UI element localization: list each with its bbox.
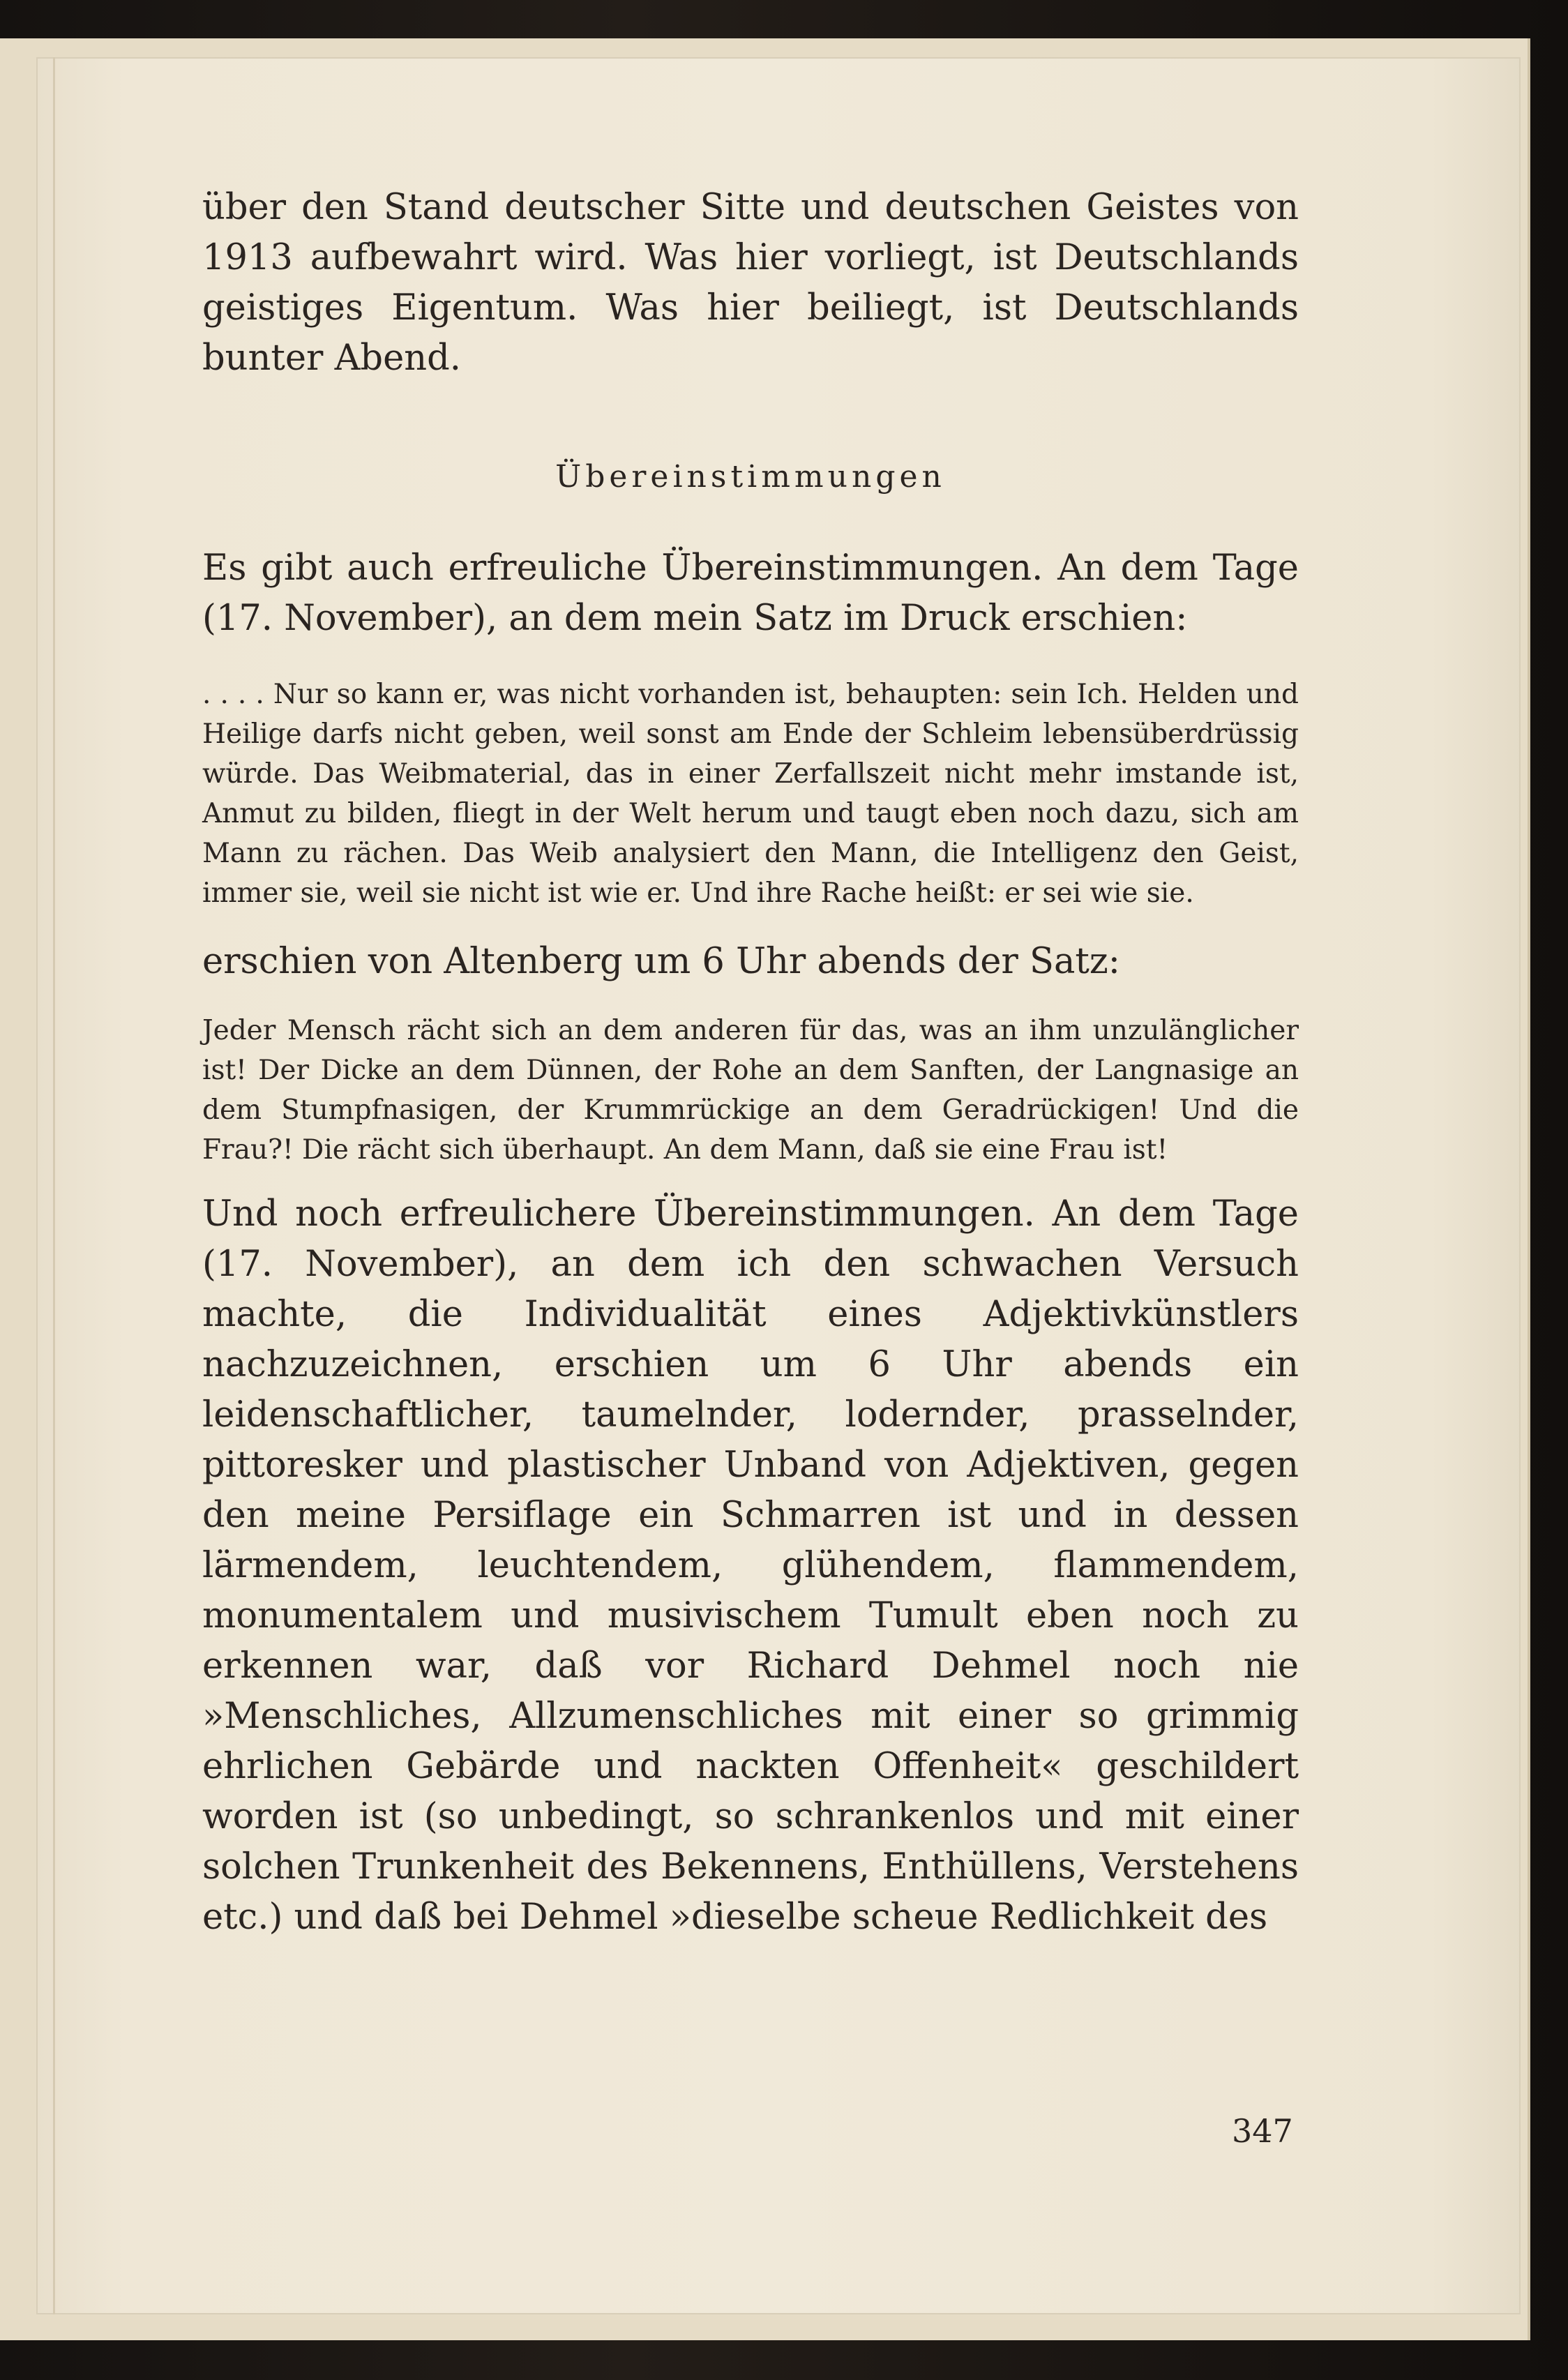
closing-paragraph: Und noch erfreulichere Übereinstimmungen. An dem Tage (17. November), an dem ich den schwachen Versuch machte, die Individualität eines Adjektivkünstlers nachzuzeichnen, erschien um 6 Uhr abends ein leidenschaftlicher, taumelnder, lodernder, prasselnder, pittoresker und plastischer Unband von Adjektiven, gegen den meine Persiflage ein Schmarren ist und in dessen lärmendem, leuchtendem, glühendem, flammendem, monumentalem und musivischem Tumult eben noch zu erkennen war, daß vor Richard Dehmel noch nie »Menschliches, Allzumenschliches mit einer so grimmig ehrlichen Gebärde und nackten Offenheit« geschildert worden ist (so unbedingt, so schrankenlos und mit einer solchen Trunkenheit des Bekennens, Enthüllens, Verstehens etc.) und daß bei Dehmel »dieselbe scheue Redlichkeit des [202,1193,1299,1938]
quote-paragraph-1: . . . . Nur so kann er, was nicht vorhanden ist, behaupten: sein Ich. Helden und Heilige darfs nicht geben, weil sonst am Ende der Schleim lebensüberdrüssig würde. Das Weibmaterial, das in einer Zerfallszeit nicht mehr imstande ist, Anmut zu bilden, fliegt in der Welt herum und taugt eben noch dazu, sich am Mann zu rächen. Das Weib analysiert den Mann, die Intelligenz den Geist, immer sie, weil sie nicht ist wie er. Und ihre Rache heißt: er sei wie sie. [202,679,1299,909]
page-text [202,183,1299,1943]
intro-paragraph: Es gibt auch erfreuliche Übereinstimmungen. An dem Tage (17. November), an dem mein Satz im Druck erschien: [202,548,1299,639]
quote-paragraph-2: Jeder Mensch rächt sich an dem anderen für das, was an ihm unzulänglicher ist! Der Dicke an dem Dünnen, der Rohe an dem Sanften, der Langnasige an dem Stumpfnasigen, der Krummrückige an dem Geradrückigen! Und die Frau?! Die rächt sich überhaupt. An dem Mann, daß sie eine Frau ist! [202,1015,1299,1166]
page-gutter [53,57,55,2314]
book-page [36,57,1521,2314]
bridge-paragraph: erschien von Altenberg um 6 Uhr abends der Satz: [202,941,1120,982]
page-number: 347 [1232,2112,1293,2150]
opening-paragraph: über den Stand deutscher Sitte und deutschen Geistes von 1913 aufbewahrt wird. Was hier vorliegt, ist Deutschlands geistiges Eigentum. Was hier beiliegt, ist Deutschlands bunter Abend. [202,187,1299,379]
section-heading: Übereinstimmungen [555,459,946,495]
